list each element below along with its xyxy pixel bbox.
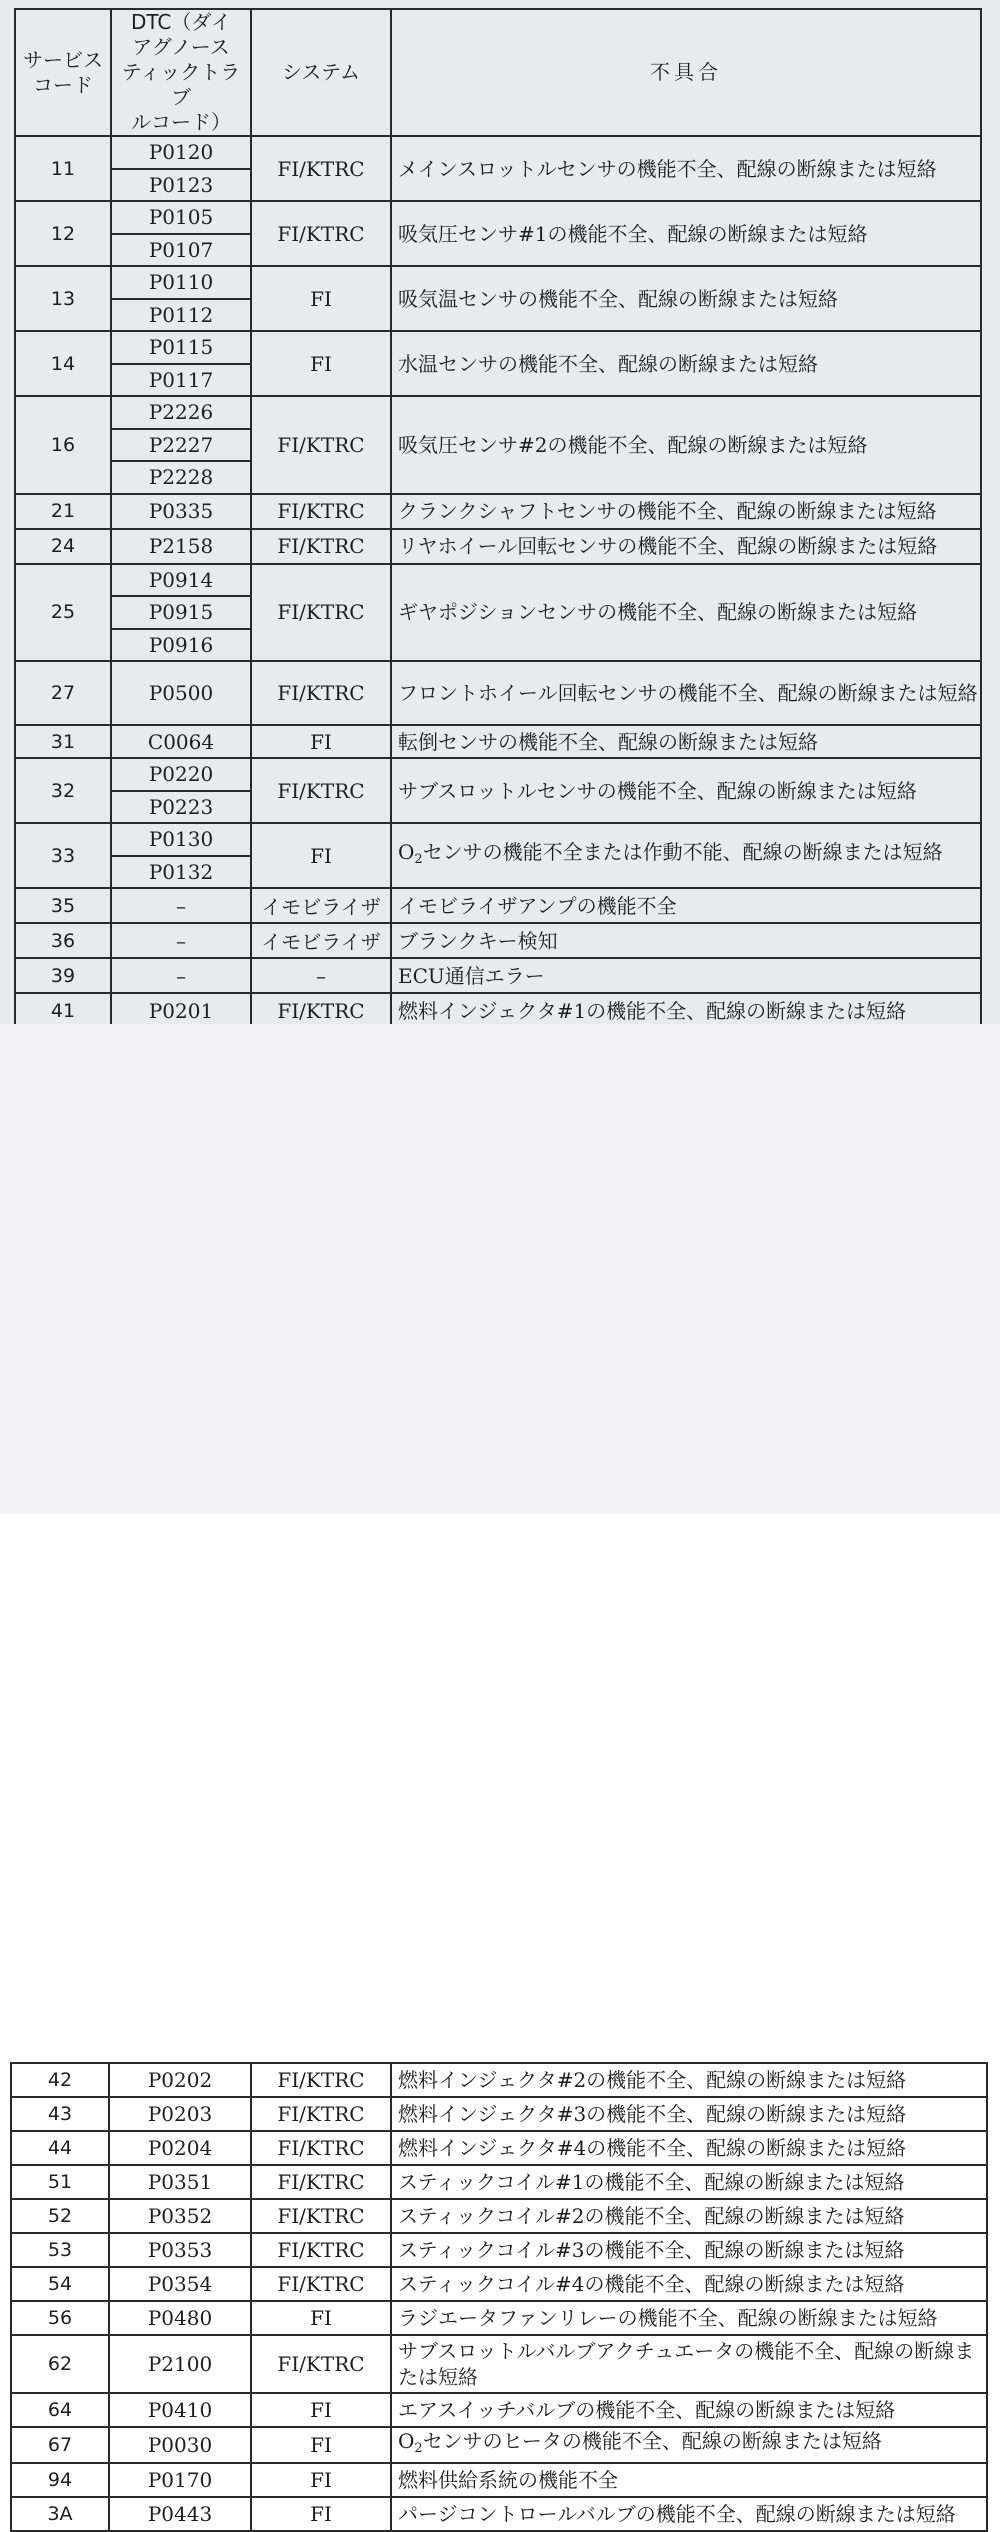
table-row xyxy=(11,2463,987,2497)
table-row xyxy=(11,2393,987,2427)
fault-cell xyxy=(391,2427,987,2463)
service-code-cell: 16 xyxy=(15,396,111,494)
upper-table-body xyxy=(15,136,981,1028)
dtc-cell: P0204 xyxy=(109,2131,251,2165)
table-row xyxy=(15,888,981,923)
dtc-cell: P0170 xyxy=(109,2463,251,2497)
table-row xyxy=(15,396,981,429)
system-cell: FI xyxy=(251,2301,391,2335)
service-code-cell: 35 xyxy=(15,888,111,923)
system-cell: FI/KTRC xyxy=(251,2233,391,2267)
header-dtc-line1: DTC（ダイ xyxy=(130,10,231,34)
fault-cell: 吸気圧センサ#2の機能不全、配線の断線または短絡 xyxy=(391,396,981,494)
fault-cell: スティックコイル#3の機能不全、配線の断線または短絡 xyxy=(391,2233,987,2267)
dtc-cell: P0201 xyxy=(111,993,251,1028)
dtc-cell: P0352 xyxy=(109,2199,251,2233)
table-row xyxy=(11,2233,987,2267)
fault-cell: スティックコイル#1の機能不全、配線の断線または短絡 xyxy=(391,2165,987,2199)
service-code-cell: 54 xyxy=(11,2267,109,2301)
service-code-cell: 94 xyxy=(11,2463,109,2497)
fault-cell: 吸気圧センサ#1の機能不全、配線の断線または短絡 xyxy=(391,201,981,266)
dtc-cell: P0202 xyxy=(109,2063,251,2097)
header-fault: 不具合 xyxy=(391,9,981,136)
dtc-cell: P0443 xyxy=(109,2497,251,2531)
fault-cell: 転倒センサの機能不全、配線の断線または短絡 xyxy=(391,725,981,758)
service-code-cell: 64 xyxy=(11,2393,109,2427)
dtc-cell: P0353 xyxy=(109,2233,251,2267)
dtc-cell: P0117 xyxy=(111,364,251,397)
dtc-cell: P0223 xyxy=(111,791,251,824)
table-row xyxy=(11,2335,987,2393)
dtc-cell: P0351 xyxy=(109,2165,251,2199)
system-cell: FI/KTRC xyxy=(251,494,391,529)
service-code-cell: 43 xyxy=(11,2097,109,2131)
fault-cell: 燃料インジェクタ#4の機能不全、配線の断線または短絡 xyxy=(391,2131,987,2165)
upper-page-panel xyxy=(0,0,1000,1024)
dtc-cell: P0105 xyxy=(111,201,251,234)
dtc-cell: P2226 xyxy=(111,396,251,429)
service-code-cell: 44 xyxy=(11,2131,109,2165)
lower-table-body xyxy=(11,2063,987,2531)
header-service-code-line1: サービス xyxy=(23,47,103,72)
system-cell: FI/KTRC xyxy=(251,2199,391,2233)
service-code-cell: 12 xyxy=(15,201,111,266)
service-code-cell: 24 xyxy=(15,529,111,564)
fault-cell: エアスイッチバルブの機能不全、配線の断線または短絡 xyxy=(391,2393,987,2427)
fault-cell: メインスロットルセンサの機能不全、配線の断線または短絡 xyxy=(391,136,981,201)
header-service-code xyxy=(15,9,111,136)
service-code-cell: 27 xyxy=(15,661,111,725)
table-row xyxy=(15,725,981,758)
table-row xyxy=(15,958,981,993)
fault-cell: パージコントロールバルブの機能不全、配線の断線または短絡 xyxy=(391,2497,987,2531)
table-row xyxy=(15,266,981,299)
dtc-cell: P0220 xyxy=(111,758,251,791)
service-code-cell: 56 xyxy=(11,2301,109,2335)
service-code-cell: 14 xyxy=(15,331,111,396)
fault-text: センサの機能不全または作動不能、配線の断線または短絡 xyxy=(422,839,943,864)
header-service-code-line2: コード xyxy=(33,72,93,97)
dtc-cell: P0115 xyxy=(111,331,251,364)
table-row xyxy=(15,201,981,234)
system-cell: FI xyxy=(251,331,391,396)
table-row xyxy=(11,2497,987,2531)
dtc-cell: P2158 xyxy=(111,529,251,564)
service-code-cell: 53 xyxy=(11,2233,109,2267)
dtc-cell: P2228 xyxy=(111,461,251,494)
table-row xyxy=(15,136,981,169)
table-row xyxy=(15,923,981,958)
fault-cell: フロントホイール回転センサの機能不全、配線の断線または短絡 xyxy=(391,661,981,725)
system-cell: FI/KTRC xyxy=(251,2063,391,2097)
system-cell: イモビライザ xyxy=(251,888,391,923)
fault-cell: ECU通信エラー xyxy=(391,958,981,993)
service-code-cell: 31 xyxy=(15,725,111,758)
dtc-cell: P0914 xyxy=(111,564,251,597)
fault-cell: 燃料インジェクタ#1の機能不全、配線の断線または短絡 xyxy=(391,993,981,1028)
fault-cell: 燃料インジェクタ#2の機能不全、配線の断線または短絡 xyxy=(391,2063,987,2097)
service-code-table-lower xyxy=(10,2062,988,2532)
table-row xyxy=(11,2427,987,2463)
fault-cell: リヤホイール回転センサの機能不全、配線の断線または短絡 xyxy=(391,529,981,564)
header-dtc-line4: ルコード） xyxy=(131,110,231,134)
fault-text: O xyxy=(398,839,415,864)
table-row xyxy=(11,2063,987,2097)
table-row xyxy=(11,2097,987,2131)
fault-cell: スティックコイル#4の機能不全、配線の断線または短絡 xyxy=(391,2267,987,2301)
dtc-cell: P0480 xyxy=(109,2301,251,2335)
system-cell: FI/KTRC xyxy=(251,201,391,266)
table-row xyxy=(15,564,981,597)
fault-cell: ギヤポジションセンサの機能不全、配線の断線または短絡 xyxy=(391,564,981,662)
fault-cell: ラジエータファンリレーの機能不全、配線の断線または短絡 xyxy=(391,2301,987,2335)
table-row xyxy=(11,2165,987,2199)
service-code-cell: 41 xyxy=(15,993,111,1028)
fault-cell: 吸気温センサの機能不全、配線の断線または短絡 xyxy=(391,266,981,331)
system-cell: イモビライザ xyxy=(251,923,391,958)
system-cell: FI xyxy=(251,266,391,331)
dtc-cell: P2100 xyxy=(109,2335,251,2393)
fault-cell: サブスロットルバルブアクチュエータの機能不全、配線の断線または短絡 xyxy=(391,2335,987,2393)
fault-cell: クランクシャフトセンサの機能不全、配線の断線または短絡 xyxy=(391,494,981,529)
header-dtc-line2: アグノース xyxy=(132,35,230,59)
dtc-cell: P0916 xyxy=(111,629,251,662)
dtc-cell: P0354 xyxy=(109,2267,251,2301)
header-dtc xyxy=(111,9,251,136)
service-code-cell: 52 xyxy=(11,2199,109,2233)
fault-cell: スティックコイル#2の機能不全、配線の断線または短絡 xyxy=(391,2199,987,2233)
system-cell: FI/KTRC xyxy=(251,396,391,494)
fault-cell: 燃料インジェクタ#3の機能不全、配線の断線または短絡 xyxy=(391,2097,987,2131)
service-code-table-upper xyxy=(14,8,982,1029)
dtc-cell: P0335 xyxy=(111,494,251,529)
table-row xyxy=(11,2301,987,2335)
service-code-cell: 36 xyxy=(15,923,111,958)
service-code-cell: 42 xyxy=(11,2063,109,2097)
dtc-cell: – xyxy=(111,958,251,993)
dtc-cell: C0064 xyxy=(111,725,251,758)
header-system: システム xyxy=(251,9,391,136)
dtc-cell: P2227 xyxy=(111,429,251,462)
fault-text: O xyxy=(398,2429,415,2453)
system-cell: FI/KTRC xyxy=(251,136,391,201)
dtc-cell: P0410 xyxy=(109,2393,251,2427)
system-cell: FI xyxy=(251,823,391,888)
table-row xyxy=(15,758,981,791)
system-cell: – xyxy=(251,958,391,993)
table-row xyxy=(11,2267,987,2301)
table-row xyxy=(15,494,981,529)
fault-subscript: 2 xyxy=(414,851,423,867)
system-cell: FI xyxy=(251,2393,391,2427)
service-code-cell: 67 xyxy=(11,2427,109,2463)
system-cell: FI xyxy=(251,2427,391,2463)
system-cell: FI/KTRC xyxy=(251,2267,391,2301)
lower-page-panel xyxy=(0,1024,1000,2526)
dtc-cell: P0130 xyxy=(111,823,251,856)
dtc-cell: – xyxy=(111,888,251,923)
dtc-cell: P0132 xyxy=(111,856,251,889)
table-row xyxy=(15,993,981,1028)
system-cell: FI xyxy=(251,725,391,758)
service-code-cell: 21 xyxy=(15,494,111,529)
table-row xyxy=(11,2131,987,2165)
system-cell: FI xyxy=(251,2497,391,2531)
system-cell: FI/KTRC xyxy=(251,758,391,823)
service-code-cell: 3A xyxy=(11,2497,109,2531)
fault-text: センサのヒータの機能不全、配線の断線または短絡 xyxy=(422,2429,882,2453)
service-code-cell: 32 xyxy=(15,758,111,823)
system-cell: FI/KTRC xyxy=(251,2165,391,2199)
system-cell: FI xyxy=(251,2463,391,2497)
dtc-cell: P0915 xyxy=(111,596,251,629)
fault-cell: 燃料供給系統の機能不全 xyxy=(391,2463,987,2497)
fault-cell xyxy=(391,823,981,888)
table-row xyxy=(15,823,981,856)
fault-subscript: 2 xyxy=(414,2441,423,2456)
dtc-cell: P0203 xyxy=(109,2097,251,2131)
table-row xyxy=(15,529,981,564)
system-cell: FI/KTRC xyxy=(251,2335,391,2393)
service-code-cell: 62 xyxy=(11,2335,109,2393)
service-code-cell: 51 xyxy=(11,2165,109,2199)
header-dtc-line3: ティックトラブ xyxy=(121,60,241,109)
service-code-cell: 13 xyxy=(15,266,111,331)
system-cell: FI/KTRC xyxy=(251,2131,391,2165)
service-code-cell: 11 xyxy=(15,136,111,201)
dtc-cell: P0110 xyxy=(111,266,251,299)
dtc-cell: P0030 xyxy=(109,2427,251,2463)
table-row xyxy=(15,661,981,725)
system-cell: FI/KTRC xyxy=(251,993,391,1028)
service-code-cell: 25 xyxy=(15,564,111,662)
system-cell: FI/KTRC xyxy=(251,564,391,662)
dtc-cell: P0120 xyxy=(111,136,251,169)
system-cell: FI/KTRC xyxy=(251,661,391,725)
header-row xyxy=(15,9,981,136)
system-cell: FI/KTRC xyxy=(251,2097,391,2131)
dtc-cell: P0112 xyxy=(111,299,251,332)
dtc-cell: P0500 xyxy=(111,661,251,725)
fault-cell: ブランクキー検知 xyxy=(391,923,981,958)
dtc-cell: P0107 xyxy=(111,234,251,267)
table-row xyxy=(11,2199,987,2233)
dtc-cell: – xyxy=(111,923,251,958)
fault-cell: イモビライザアンプの機能不全 xyxy=(391,888,981,923)
service-code-cell: 39 xyxy=(15,958,111,993)
fault-cell: 水温センサの機能不全、配線の断線または短絡 xyxy=(391,331,981,396)
fault-cell: サブスロットルセンサの機能不全、配線の断線または短絡 xyxy=(391,758,981,823)
service-code-cell: 33 xyxy=(15,823,111,888)
table-row xyxy=(15,331,981,364)
system-cell: FI/KTRC xyxy=(251,529,391,564)
dtc-cell: P0123 xyxy=(111,169,251,202)
